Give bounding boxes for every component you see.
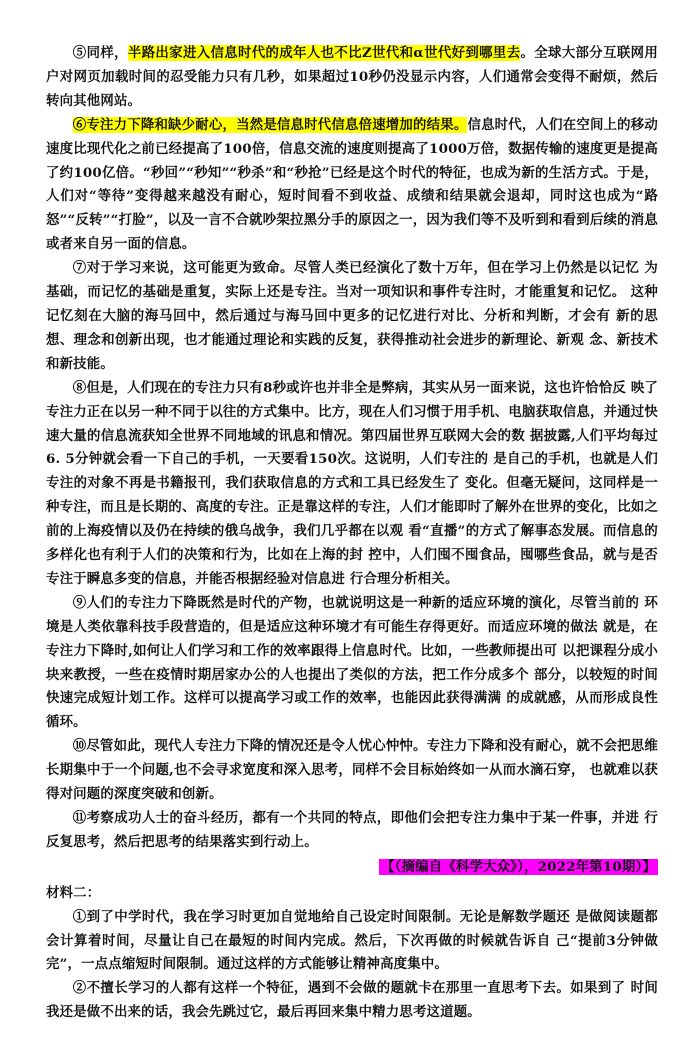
document-body	[46, 42, 658, 1025]
material-2-paragraph-2: ②不擅长学习的人都有这样一个特征，遇到不会做的题就卡在那里一直思考下去。如果到了 时间我还是做不出来的话，我会先跳过它，最后再回来集中精力思考这道题。	[46, 980, 658, 1021]
paragraph-6	[46, 114, 658, 257]
paragraph-8: ⑧但是，人们现在的专注力只有8秒或许也并非全是弊病，其实从另一面来说，这也许恰恰反 映了专注力正在以另一种不同于以往的方式集中。比方，现在人们习惯于用手机、电脑获取信息，并通过快速大量的信息流获知全世界不同地域的讯息和情况。第四届世界互联网大会的数 据披露,人们平均每过6. 5分钟就会看一下自己的手机，一天要看150次。这说明，人们专注的 是自己的手机，也就是人们专注的对象不再是书籍报刊，我们获取信息的方式和工具已经发生了 变化。但毫无疑问，这同样是一种专注，而且是长期的、高度的专注。正是靠这样的专注，人们才能即时了解外在世界的变化，比如之前的上海疫情以及仍在持续的俄乌战争，我们几乎都在以观 看“直播”的方式了解事态发展。而信息的多样化也有利于人们的决策和行为，比如在上海的封 控中，人们囤不囤食品，囤哪些食品，就与是否专注于瞬息多变的信息，并能否根据经验对信息进 行合理分析相关。	[46, 379, 658, 587]
paragraph-5-number: ⑤同样，	[72, 45, 128, 61]
paragraph-6-text: 信息时代，人们在空间上的移动速度比现代化之前已经提高了100倍，信息交流的速度则提高了1000万倍，数据传输的速度更是提高了约100亿倍。“秒回”“秒知”“秒杀”和“秒抢”已经是这个时代的特征，也成为新的生活方式。于是，人们对“等待”变得越来越没有耐心，短时间看不到收益、成绩和结果就会退却，同时这也成为“路怒”“反转”“打脸”，以及一言不合就吵架拉黑分手的原因之一，因为我们等不及听到和看到后续的消息或者来自另一面的信息。	[46, 116, 658, 253]
source-citation: 【（摘编自《科学大众》），2022年第10期）】	[381, 858, 656, 875]
paragraph-9: ⑨人们的专注力下降既然是时代的产物，也就说明这是一种新的适应环境的演化，尽管当前的 环境是人类依靠科技手段营造的，但是适应这种环境才有可能生存得更好。而适应环境的做法 就是，在专注力下降时,如何让人们学习和工作的效率跟得上信息时代。比如，一些教师提出可 以把课程分成小块来教授，一些在疫情时期居家办公的人也提出了类似的方法，把工作分成多个 部分，以较短的时间快速完成短计划工作。这样可以提高学习或工作的效率，也能因此获得满满 的成就感，从而形成良性循环。	[46, 594, 658, 731]
material-2-paragraph-1: ①到了中学时代，我在学习时更加自觉地给自己设定时间限制。无论是解数学题还 是做阅读题都会计算着时间，尽量让自己在最短的时间内完成。然后，下次再做的时候就告诉自 己“提前3分钟做完”，一点点缩短时间限制。通过这样的方式能够让精神高度集中。	[46, 908, 658, 973]
paragraph-6-highlight: ⑥专注力下降和缺少耐心，当然是信息时代信息倍速增加的结果。	[72, 116, 468, 133]
paragraph-5	[46, 42, 658, 114]
paragraph-11: ⑪考察成功人士的奋斗经历，都有一个共同的特点，即他们会把专注力集中于某一件事，并进 行反复思考，然后把思考的结果落实到行动上。	[46, 810, 658, 850]
source-citation-line	[46, 856, 658, 880]
paragraph-5-text: 。全球大部分互联网用户对网页加载时间的忍受能力只有几秒，如果超过10秒仍没显示内容，人们通常会变得不耐烦，然后转向其他网站。	[46, 45, 658, 109]
material-2-label: 材料二：	[46, 884, 101, 901]
paragraph-5-highlight: 半路出家进入信息时代的成年人也不比Z世代和α世代好到哪里去	[127, 45, 521, 61]
paragraph-10: ⑩尽管如此，现代人专注力下降的情况还是令人忧心忡忡。专注力下降和没有耐心，就不会把思维长期集中于一个问题,也不会寻求宽度和深入思考，同样不会目标始终如一从而水滴石穿， 也就难以获得对问题的深度突破和创新。	[46, 738, 658, 803]
paragraph-7: ⑦对于学习来说，这可能更为致命。尽管人类已经演化了数十万年，但在学习上仍然是以记忆 为基础，而记忆的基础是重复，实际上还是专注。当对一项知识和事件专注时，才能重复和记忆。 这种记忆刻在大脑的海马回中，然后通过与海马回中更多的记忆进行对比、分析和判断，才会有 新的思想、理念和创新出现，也才能通过理论和实践的反复，获得推动社会进步的新理论、新观 念、新技术和新技能。	[46, 260, 658, 372]
